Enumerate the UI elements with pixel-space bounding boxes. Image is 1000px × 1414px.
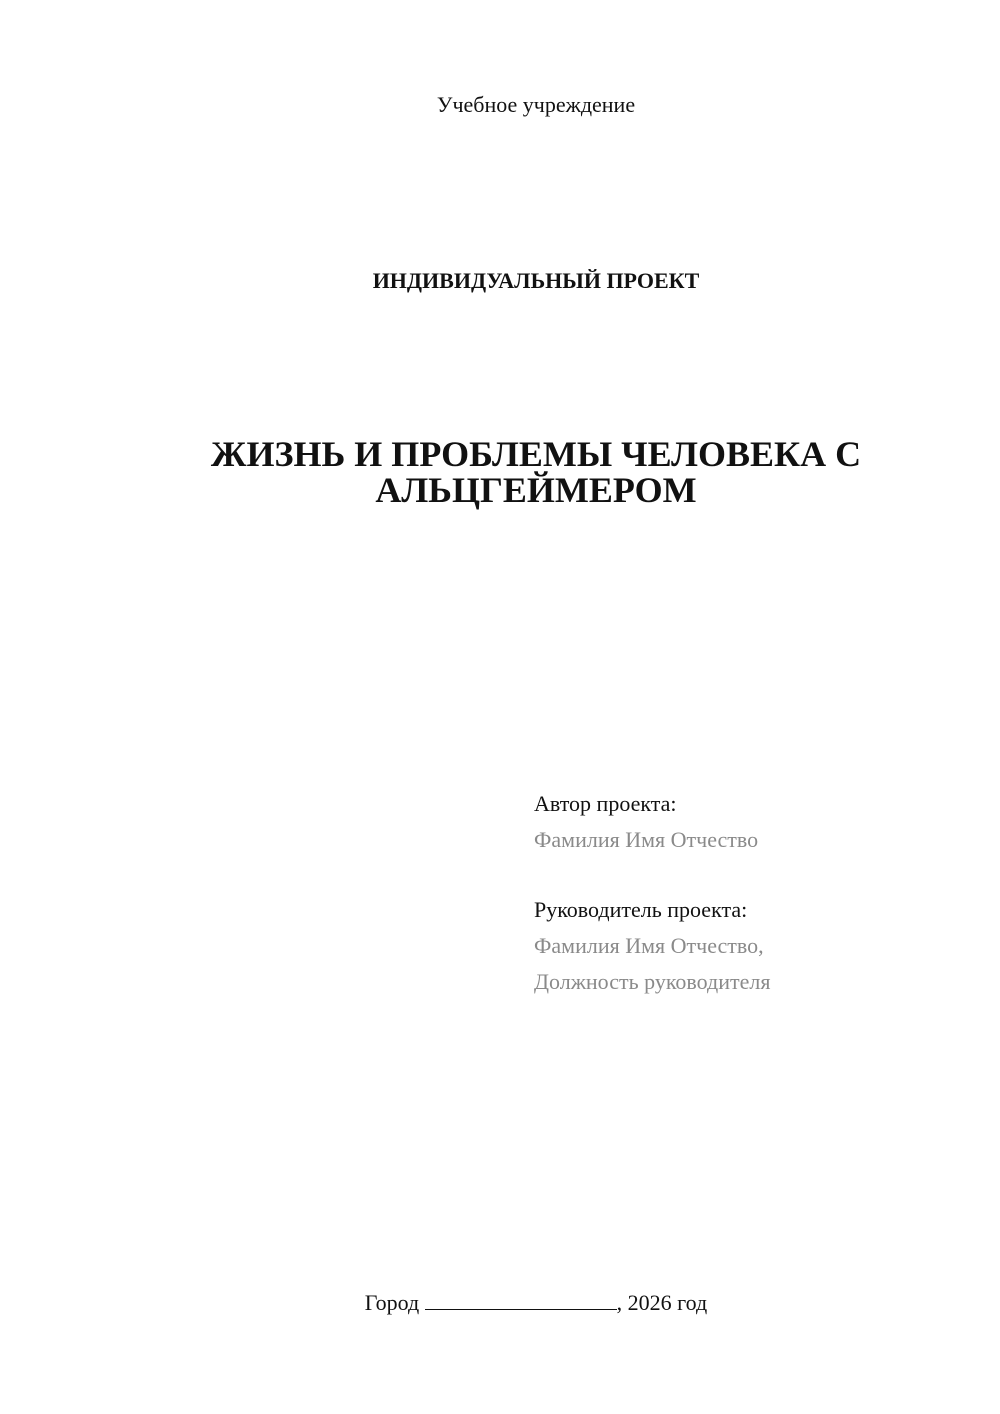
institution-name: Учебное учреждение: [436, 92, 636, 117]
project-title-line-2: АЛЬЦГЕЙМЕРОМ: [375, 470, 697, 510]
supervisor-name: Фамилия Имя Отчество,: [534, 933, 764, 958]
project-title: [150, 436, 922, 508]
document-type: ИНДИВИДУАЛЬНЫЙ ПРОЕКТ: [372, 268, 700, 293]
supervisor-position: Должность руководителя: [534, 969, 771, 994]
project-title-line-1: ЖИЗНЬ И ПРОБЛЕМЫ ЧЕЛОВЕКА С: [210, 434, 862, 474]
author-label: Автор проекта:: [534, 791, 677, 816]
year-text: , 2026 год: [616, 1290, 708, 1315]
author-name: Фамилия Имя Отчество: [534, 827, 759, 852]
city-label: Город: [364, 1290, 420, 1315]
credits-spacer: [534, 858, 974, 892]
credits-block: [534, 786, 974, 1000]
city-year-line: [0, 1288, 1000, 1318]
city-blank-line: [425, 1289, 617, 1310]
supervisor-label: Руководитель проекта:: [534, 897, 748, 922]
